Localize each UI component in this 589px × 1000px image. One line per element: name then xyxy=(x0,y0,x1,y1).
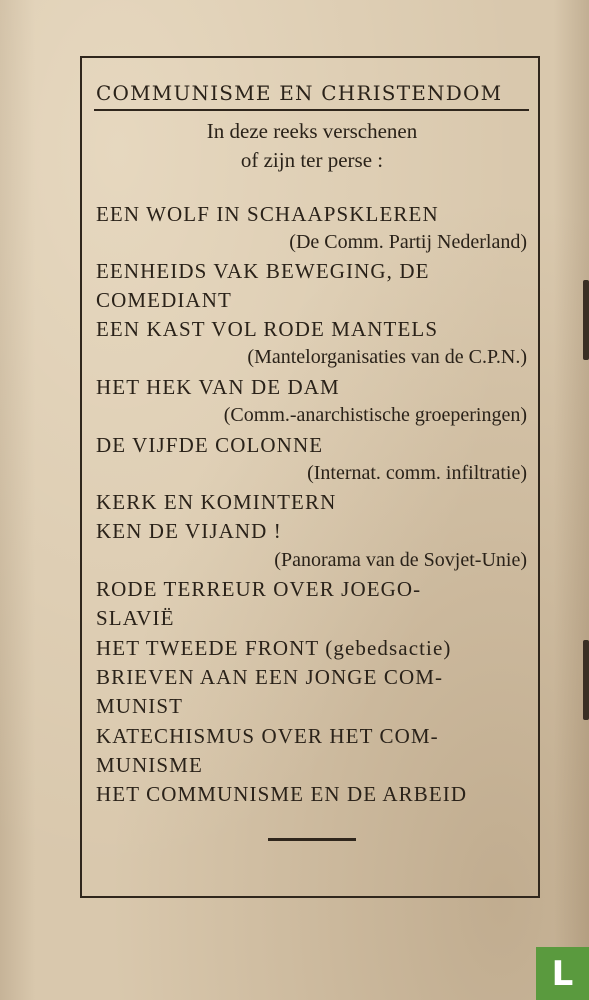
list-item: DE VIJFDE COLONNE xyxy=(96,433,324,457)
list-item: HET HEK VAN DE DAM xyxy=(96,375,340,399)
list-item: KEN DE VIJAND ! xyxy=(96,519,282,543)
list-item: HET TWEEDE FRONT (gebedsactie) xyxy=(96,636,452,660)
series-title: COMMUNISME EN CHRISTENDOM xyxy=(96,81,503,105)
list-item: HET COMMUNISME EN DE ARBEID xyxy=(96,782,468,806)
logo-letter: L xyxy=(551,953,574,994)
list-item: EENHEIDS VAK BEWEGING, DE xyxy=(96,259,430,283)
list-item: KATECHISMUS OVER HET COM- xyxy=(96,724,439,748)
list-item: KERK EN KOMINTERN xyxy=(96,490,337,514)
list-item-subtitle: (Comm.-anarchistische groeperingen) xyxy=(223,404,527,426)
watermark-logo xyxy=(536,947,589,1000)
binding-staple-top xyxy=(583,280,589,360)
intro-line-1: In deze reeks verschenen xyxy=(206,119,418,143)
list-item: MUNISME xyxy=(96,753,203,777)
intro-line-2: of zijn ter perse : xyxy=(240,148,384,172)
list-item: SLAVIË xyxy=(96,606,175,630)
binding-staple-bottom xyxy=(583,640,589,720)
list-item: COMEDIANT xyxy=(96,288,232,312)
title-underline xyxy=(94,109,529,111)
list-item: BRIEVEN AAN EEN JONGE COM- xyxy=(96,665,444,689)
list-item-subtitle: (Mantelorganisaties van de C.P.N.) xyxy=(247,346,527,368)
list-item: EEN KAST VOL RODE MANTELS xyxy=(96,317,439,341)
list-item-subtitle: (De Comm. Partij Nederland) xyxy=(289,231,527,253)
list-item-subtitle: (Internat. comm. infiltratie) xyxy=(307,462,527,484)
list-item: RODE TERREUR OVER JOEGO- xyxy=(96,577,422,601)
closing-rule xyxy=(268,838,356,841)
list-item: EEN WOLF IN SCHAAPSKLEREN xyxy=(96,202,439,226)
list-item-subtitle: (Panorama van de Sovjet-Unie) xyxy=(274,549,527,571)
list-item: MUNIST xyxy=(96,694,184,718)
